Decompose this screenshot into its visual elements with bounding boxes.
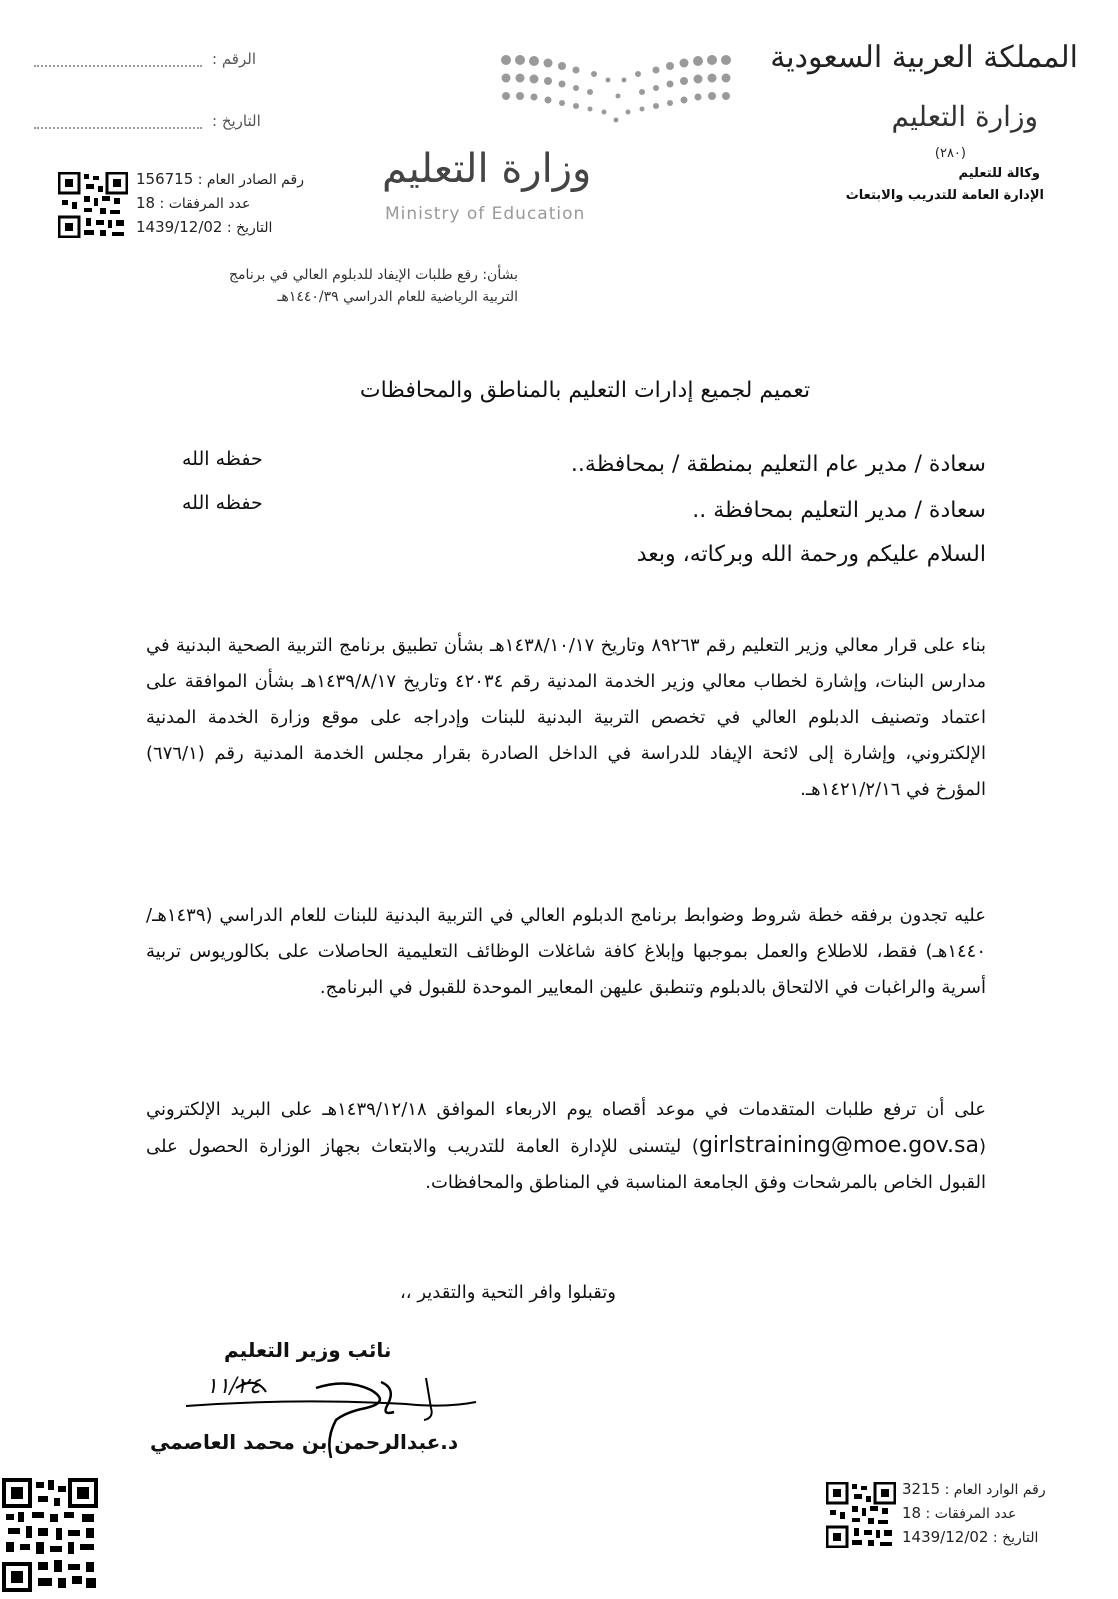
agency-name: وكالة للتعليم xyxy=(958,166,1040,181)
paragraph-3-end: ليتسنى للإدارة العامة للتدريب والابتعاث بجهاز الوزارة الحصول على القبول الخاص بالمرشحات وفق الجامعة المناسبة في المناطق والمحافظات. xyxy=(146,1136,986,1193)
subject-line-2: التربية الرياضية للعام الدراسي ١٤٤٠/٣٩هـ xyxy=(277,289,518,305)
number-label: الرقم : xyxy=(212,50,256,68)
general-administration: الإدارة العامة للتدريب والابتعاث xyxy=(845,188,1044,203)
paragraph-2: عليه تجدون برفقه خطة شروط وضوابط برنامج الدبلوم العالي في التربية البدنية للبنات للعام الدراسي (١٤٣٩هـ/ ١٤٤٠هـ) فقط، للاطلاع والعمل بموجبها وإبلاغ كافة شاغلات الوظائف التعليمية الحاصلات على بكالوريوس تربية أسرية والراغبات في الالتحاق بالدبلوم وتنطبق عليهن المعايير الموحدة للقبول في البرنامج. xyxy=(146,905,986,998)
paragraph-1: بناء على قرار معالي وزير التعليم رقم ٨٩٢٦٣ وتاريخ ١٤٣٨/١٠/١٧هـ بشأن تطبيق برنامج التربية الصحية البدنية في مدارس البنات، وإشارة لخطاب معالي وزير الخدمة المدنية رقم ٤٢٠٣٤ وتاريخ ١٤٣٩/٨/١٧هـ بشأن الموافقة على اعتماد وتصنيف الدبلوم العالي في تخصص التربية البدنية للبنات وإدراجه على موقع وزارة الخدمة المدنية الإلكتروني، وإشارة إلى لائحة الإيفاد للدراسة في الداخل الصادرة بقرار مجلس الخدمة المدنية رقم (٦٧٦/١) المؤرخ في ١٤٢١/٢/١٦هـ. xyxy=(146,635,986,800)
incoming-number-value: 3215 xyxy=(902,1480,941,1498)
paragraph-3-start: على أن ترفع طلبات المتقدمات في موعد أقصاه يوم الاربعاء الموافق ١٤٣٩/١٢/١٨هـ على البريد الإلكتروني xyxy=(146,1099,987,1120)
incoming-date-value: 1439/12/02 xyxy=(902,1528,989,1546)
issued-number-line xyxy=(136,170,304,188)
subject xyxy=(118,264,518,308)
incoming-attachments-value: 18 xyxy=(902,1504,922,1522)
signatory-title: نائب وزير التعليم xyxy=(224,1338,392,1362)
number-dotted-line xyxy=(34,64,202,67)
handwritten-date: ١١/٢٤ xyxy=(206,1374,261,1399)
paragraph-3: على أن ترفع طلبات المتقدمات في موعد أقصاه يوم الاربعاء الموافق ١٤٣٩/١٢/١٨هـ على البريد الإلكتروني (girlstraining@moe.gov.sa) ليتسنى للإدارة العامة للتدريب والابتعاث بجهاز الوزارة الحصول على القبول الخاص بالمرشحات وفق الجامعة المناسبة في المناطق والمحافظات. xyxy=(146,1099,987,1193)
footer-qr-code-icon xyxy=(2,1478,98,1592)
date-label: التاريخ : xyxy=(212,112,261,130)
reference-number: (٢٨٠) xyxy=(934,146,966,161)
issued-attachments-line xyxy=(136,194,250,212)
logo-arabic-text: وزارة التعليم xyxy=(382,146,592,192)
addressee-2-blessing: حفظه الله xyxy=(182,492,263,514)
incoming-attachments-label: عدد المرفقات : xyxy=(925,1506,1017,1522)
incoming-number-line xyxy=(902,1480,1046,1498)
contact-email-link[interactable]: girlstraining@moe.gov.sa xyxy=(698,1133,979,1158)
issued-number-value: 156715 xyxy=(136,170,194,188)
incoming-number-label: رقم الوارد العام : xyxy=(944,1482,1046,1498)
incoming-date-line xyxy=(902,1528,1038,1546)
date-dotted-line xyxy=(34,126,202,129)
issued-attachments-value: 18 xyxy=(136,194,156,212)
addressee-1-blessing: حفظه الله xyxy=(182,448,263,470)
incoming-qr-code-icon xyxy=(826,1482,896,1548)
circular-heading: تعميم لجميع إدارات التعليم بالمناطق والمحافظات xyxy=(359,378,811,403)
issued-number-label: رقم الصادر العام : xyxy=(197,172,304,188)
issued-date-value: 1439/12/02 xyxy=(136,218,223,236)
ministry-name: وزارة التعليم xyxy=(891,100,1038,133)
closing-line: وتقبلوا وافر التحية والتقدير ،، xyxy=(400,1282,616,1303)
qr-code-icon xyxy=(58,172,128,238)
issued-date-label: التاريخ : xyxy=(226,220,273,236)
issued-attachments-label: عدد المرفقات : xyxy=(159,196,251,212)
greeting: السلام عليكم ورحمة الله وبركاته، وبعد xyxy=(636,542,986,567)
kingdom-name: المملكة العربية السعودية xyxy=(770,40,1078,75)
addressee-2: سعادة / مدير التعليم بمحافظة .. xyxy=(692,498,986,523)
addressee-1: سعادة / مدير عام التعليم بمنطقة / بمحافظة.. xyxy=(570,452,986,477)
ministry-logo-icon xyxy=(498,50,734,130)
logo-english-text: Ministry of Education xyxy=(385,204,586,224)
signatory-name: د.عبدالرحمن بن محمد العاصمي xyxy=(150,1430,459,1454)
incoming-attachments-line xyxy=(902,1504,1016,1522)
issued-date-line xyxy=(136,218,272,236)
subject-line-1: بشأن: رفع طلبات الإيفاد للدبلوم العالي في برنامج xyxy=(229,267,518,283)
incoming-date-label: التاريخ : xyxy=(992,1530,1039,1546)
